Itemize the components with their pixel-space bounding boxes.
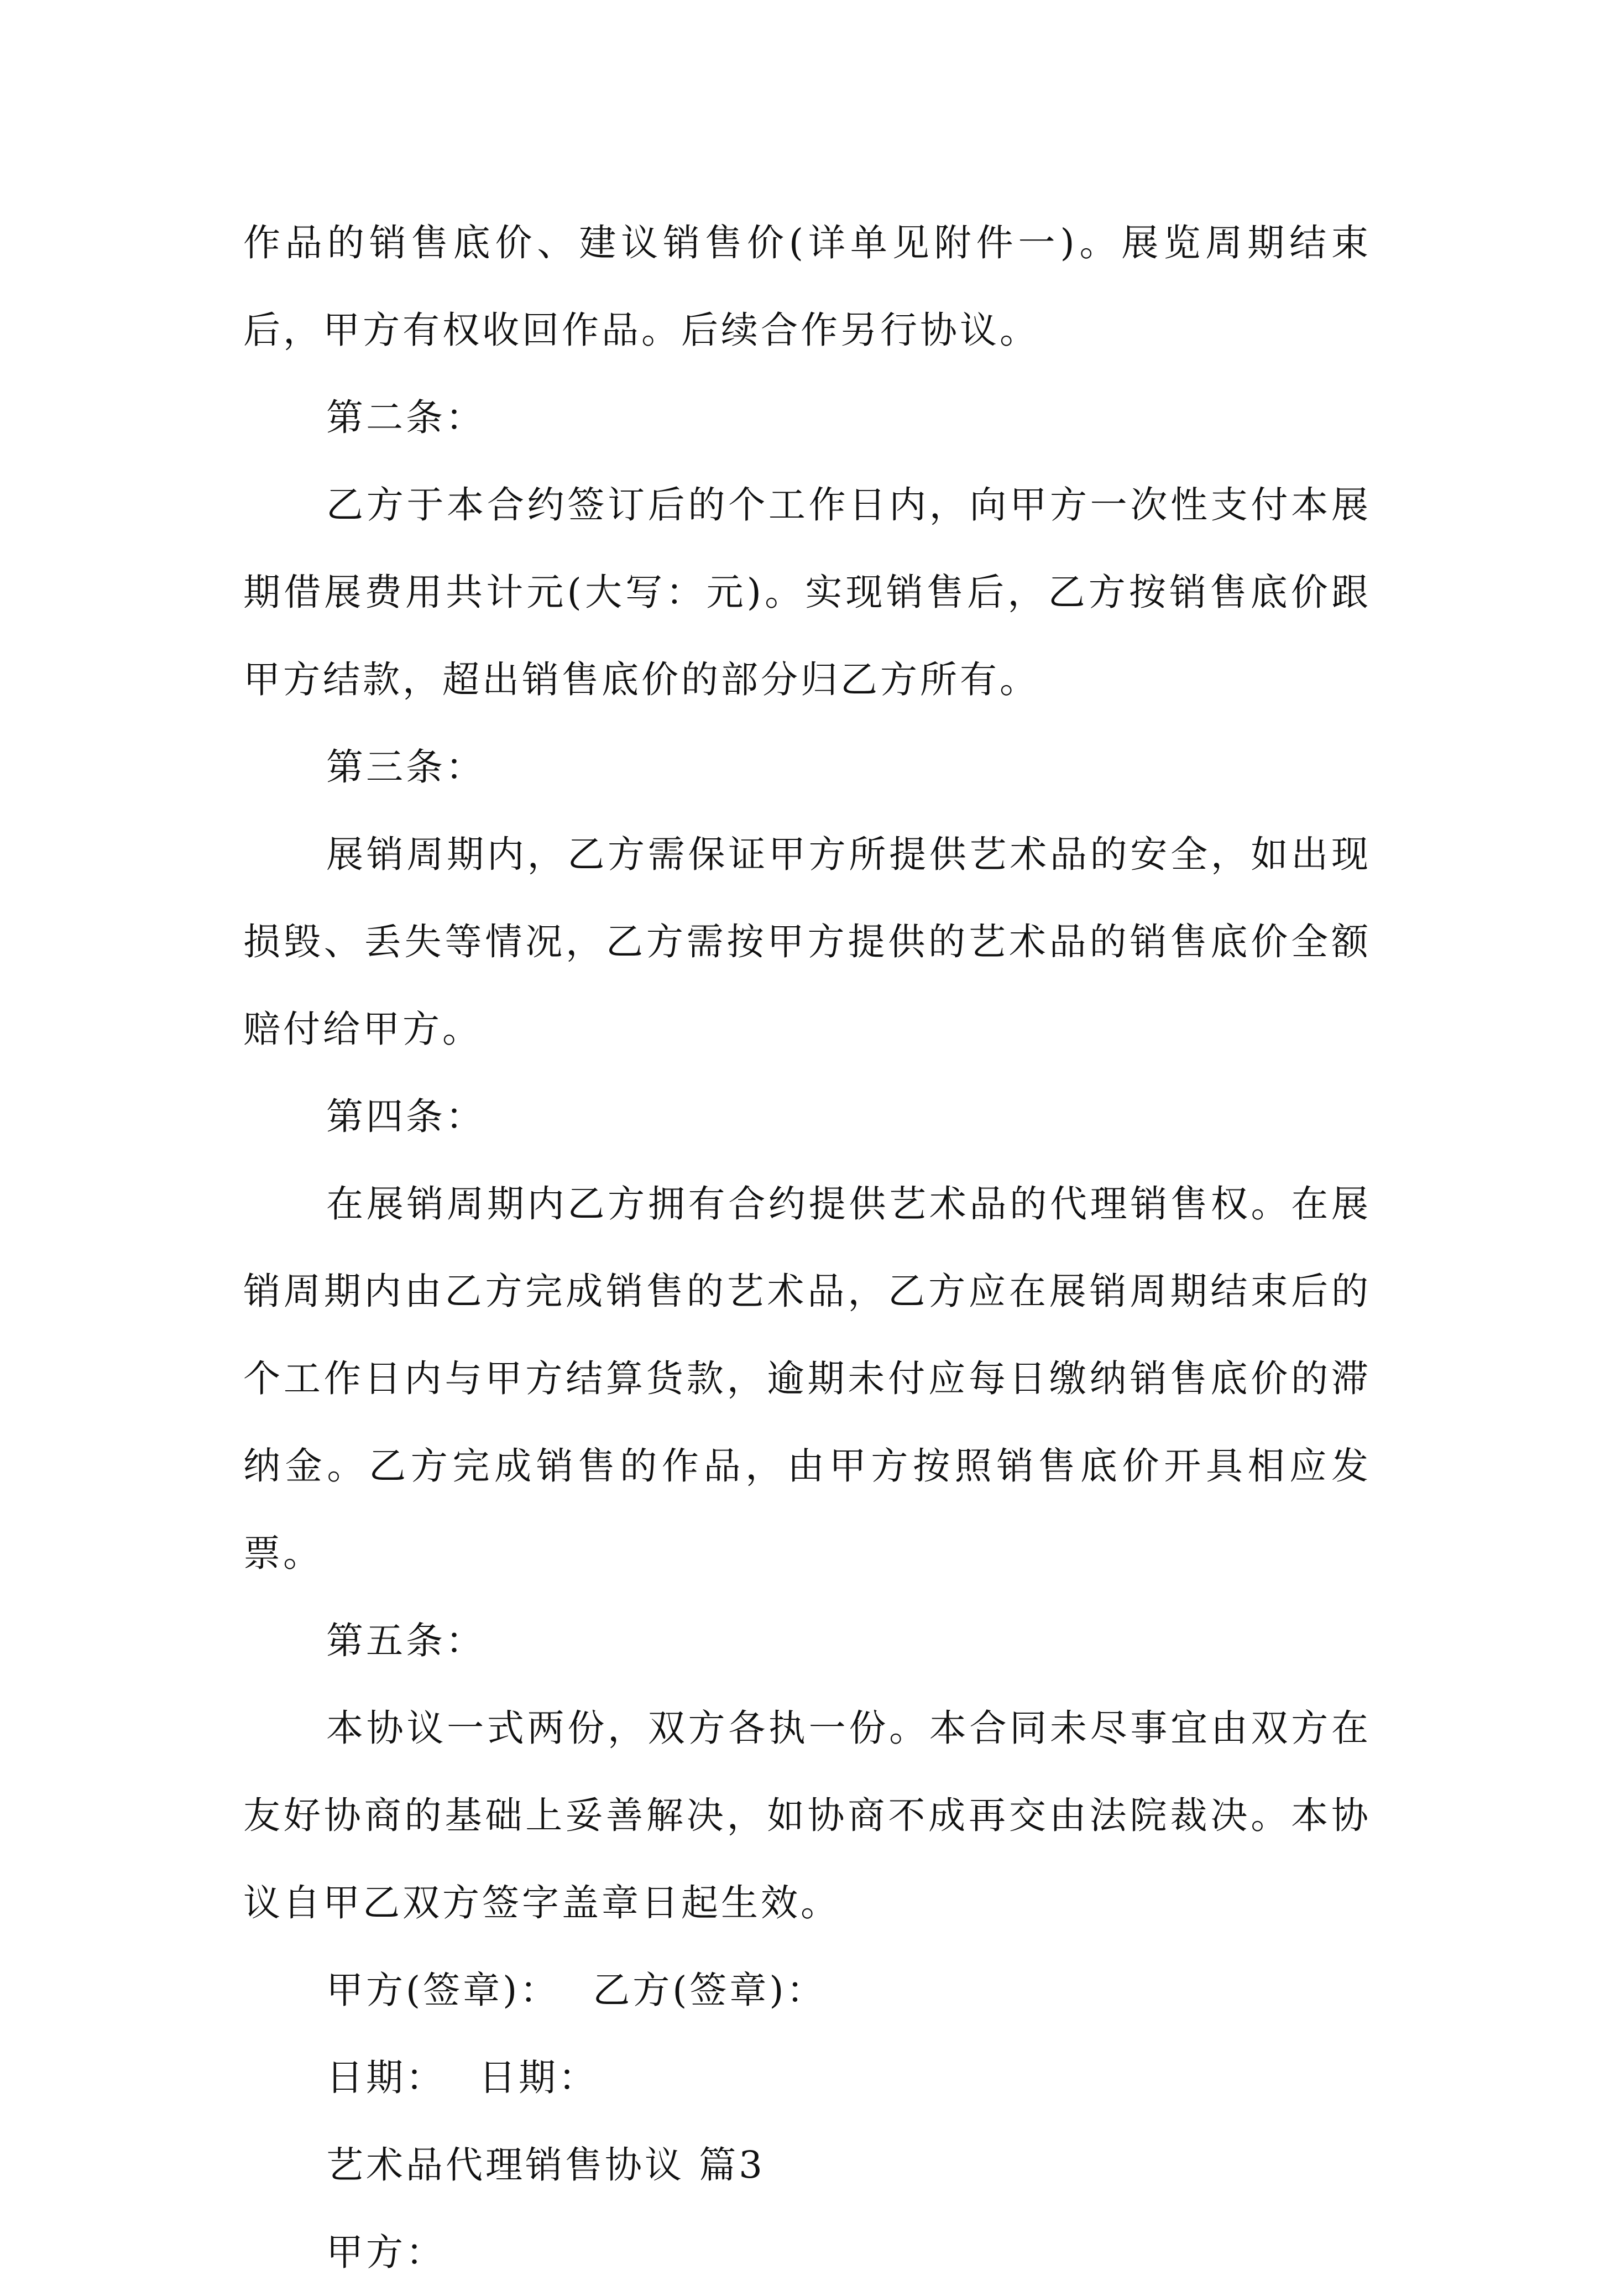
party-b-date-label: 日期：: [479, 2056, 598, 2099]
party-a-signature-label: 甲方(签章)：: [326, 1969, 560, 2012]
paragraph-continuation: 作品的销售底价、建议销售价(详单见附件一)。展览周期结束后，甲方有权收回作品。后续合作另行协议。: [243, 221, 1371, 352]
section-title: 艺术品代理销售协议 篇3: [326, 2143, 765, 2187]
party-a-label: 甲方：: [326, 2231, 446, 2274]
date-line: [243, 2034, 1371, 2121]
signature-line: [243, 1947, 1371, 2034]
article-four-heading: 第四条：: [326, 1095, 485, 1138]
article-five-text: 本协议一式两份，双方各执一份。本合同未尽事宜由双方在友好协商的基础上妥善解决，如协商不成再交由法院裁决。本协议自甲乙双方签字盖章日起生效。: [243, 1707, 1371, 1924]
party-b-signature-label: 乙方(签章)：: [593, 1969, 827, 2012]
article-two-text: 乙方于本合约签订后的个工作日内，向甲方一次性支付本展期借展费用共计元(大写：元)。实现销售后，乙方按销售底价跟甲方结款，超出销售底价的部分归乙方所有。: [243, 483, 1371, 701]
article-three-heading: 第三条：: [326, 745, 485, 789]
article-four-text: 在展销周期内乙方拥有合约提供艺术品的代理销售权。在展销周期内由乙方完成销售的艺术品，乙方应在展销周期结束后的个工作日内与甲方结算货款，逾期未付应每日缴纳销售底价的滞纳金。乙方完成销售的作品，由甲方按照销售底价开具相应发票。: [243, 1182, 1371, 1575]
party-a-date-label: 日期：: [326, 2056, 446, 2099]
article-five-heading: 第五条：: [326, 1619, 485, 1662]
document-body: [243, 199, 1371, 2296]
article-three-text: 展销周期内，乙方需保证甲方所提供艺术品的安全，如出现损毁、丢失等情况，乙方需按甲方提供的艺术品的销售底价全额赔付给甲方。: [243, 833, 1371, 1051]
article-two-heading: 第二条：: [326, 396, 485, 439]
